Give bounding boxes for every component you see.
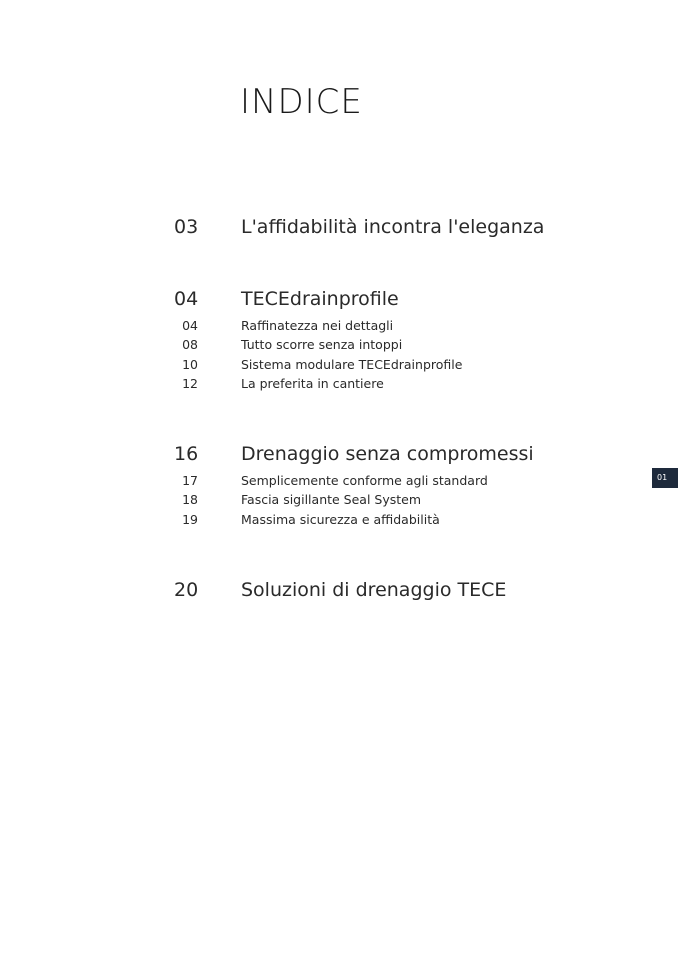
section-title: L'affidabilità incontra l'eleganza xyxy=(241,216,545,238)
toc-section-4 xyxy=(0,577,600,603)
toc-section-header[interactable] xyxy=(0,214,600,240)
subsection-page-number: 12 xyxy=(182,375,198,391)
toc-section-header[interactable] xyxy=(0,286,600,312)
subsection-page-number: 08 xyxy=(182,337,198,353)
subsection-page-number: 17 xyxy=(182,473,198,488)
subsection-item[interactable] xyxy=(0,374,600,393)
subsection-item[interactable] xyxy=(0,471,600,490)
subsection-title: Sistema modulare TECEdrainprofile xyxy=(241,356,463,372)
section-page-number: 04 xyxy=(174,288,199,310)
section-page-number: 20 xyxy=(174,579,199,601)
subsection-item[interactable] xyxy=(0,490,600,509)
subsection-item[interactable] xyxy=(0,316,600,335)
page-title: INDICE xyxy=(240,82,363,122)
subsection-page-number: 19 xyxy=(182,511,198,527)
section-page-number: 03 xyxy=(174,216,199,238)
toc-section-header[interactable] xyxy=(0,441,600,467)
toc-section-1 xyxy=(0,214,600,240)
subsection-list xyxy=(0,471,600,529)
subsection-page-number: 10 xyxy=(182,356,198,372)
subsection-page-number: 04 xyxy=(182,318,198,333)
subsection-title: La preferita in cantiere xyxy=(241,375,384,391)
subsection-item[interactable] xyxy=(0,510,600,529)
subsection-title: Tutto scorre senza intoppi xyxy=(241,337,403,353)
page-number-tab: 01 xyxy=(652,468,678,488)
subsection-item[interactable] xyxy=(0,355,600,374)
section-page-number: 16 xyxy=(174,443,199,465)
section-title: TECEdrainprofile xyxy=(241,288,399,310)
subsection-item[interactable] xyxy=(0,335,600,354)
subsection-page-number: 18 xyxy=(182,492,198,508)
subsection-title: Semplicemente conforme agli standard xyxy=(241,473,488,488)
toc-section-header[interactable] xyxy=(0,577,600,603)
subsection-title: Fascia sigillante Seal System xyxy=(241,492,422,508)
subsection-list xyxy=(0,316,600,393)
section-title: Soluzioni di drenaggio TECE xyxy=(241,579,507,601)
toc-section-3 xyxy=(0,441,600,529)
subsection-title: Massima sicurezza e affidabilità xyxy=(241,511,440,527)
toc-section-2 xyxy=(0,286,600,393)
section-title: Drenaggio senza compromessi xyxy=(241,443,534,465)
subsection-title: Raffinatezza nei dettagli xyxy=(241,318,394,333)
